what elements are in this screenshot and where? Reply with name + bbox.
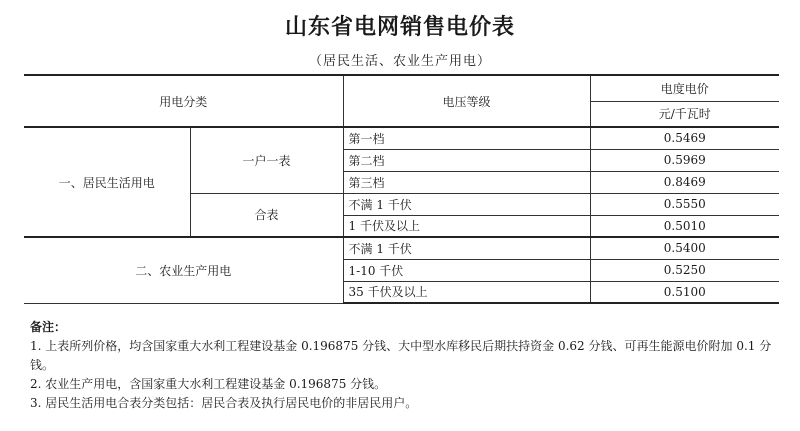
voltage-cell: 不满 1 千伏 bbox=[343, 193, 590, 215]
category-agriculture: 二、农业生产用电 bbox=[24, 237, 343, 303]
price-cell: 0.5469 bbox=[590, 127, 779, 149]
tariff-table bbox=[24, 74, 779, 304]
header-price: 电度电价 bbox=[590, 75, 779, 101]
price-cell: 0.5010 bbox=[590, 215, 779, 237]
subcategory-shared-meter: 合表 bbox=[190, 193, 343, 237]
table-row bbox=[24, 237, 779, 259]
category-residential: 一、居民生活用电 bbox=[24, 127, 190, 237]
price-cell: 0.5400 bbox=[590, 237, 779, 259]
notes-heading: 备注： bbox=[30, 320, 67, 334]
voltage-cell: 第三档 bbox=[343, 171, 590, 193]
page-title: 山东省电网销售电价表 bbox=[284, 15, 515, 40]
price-cell: 0.5550 bbox=[590, 193, 779, 215]
header-category: 用电分类 bbox=[24, 75, 343, 127]
price-cell: 0.5250 bbox=[590, 259, 779, 281]
header-voltage: 电压等级 bbox=[343, 75, 590, 127]
price-cell: 0.5100 bbox=[590, 281, 779, 303]
price-cell: 0.8469 bbox=[590, 171, 779, 193]
voltage-cell: 第一档 bbox=[343, 127, 590, 149]
price-cell: 0.5969 bbox=[590, 149, 779, 171]
voltage-cell: 1-10 千伏 bbox=[343, 259, 590, 281]
voltage-cell: 1 千伏及以上 bbox=[343, 215, 590, 237]
notes-section bbox=[30, 318, 780, 413]
voltage-cell: 35 千伏及以上 bbox=[343, 281, 590, 303]
header-unit: 元/千瓦时 bbox=[590, 101, 779, 127]
voltage-cell: 第二档 bbox=[343, 149, 590, 171]
table-row bbox=[24, 127, 779, 149]
note-item: 3. 居民生活用电合表分类包括：居民合表及执行居民电价的非居民用户。 bbox=[30, 396, 418, 410]
voltage-cell: 不满 1 千伏 bbox=[343, 237, 590, 259]
subcategory-single-meter: 一户一表 bbox=[190, 127, 343, 193]
page-subtitle: （居民生活、农业生产用电） bbox=[308, 54, 491, 69]
table-header-row bbox=[24, 75, 779, 101]
note-item: 1. 上表所列价格，均含国家重大水利工程建设基金 0.196875 分钱、大中型水库移民后期扶持资金 0.62 分钱、可再生能源电价附加 0.1 分钱。 bbox=[30, 339, 772, 372]
note-item: 2. 农业生产用电，含国家重大水利工程建设基金 0.196875 分钱。 bbox=[30, 377, 387, 391]
